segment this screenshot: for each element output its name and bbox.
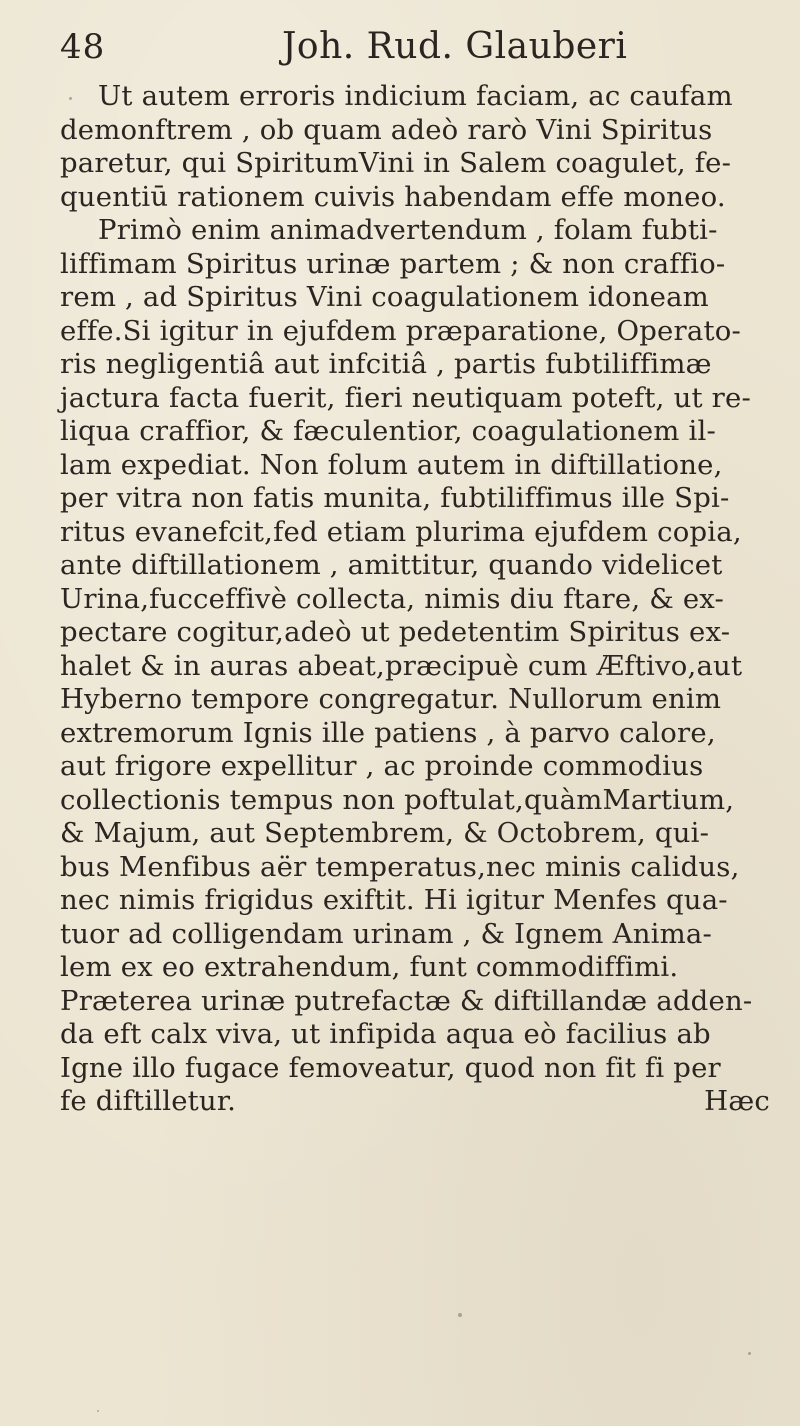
text-line: Hyberno tempore congregatur. Nullorum enim xyxy=(60,683,722,715)
paper-speck xyxy=(97,1410,99,1412)
text-line xyxy=(60,1085,800,1119)
running-head: Joh. Rud. Glauberi xyxy=(282,26,628,67)
text-line: Primò enim animadvertendum , folam fubti- xyxy=(98,214,718,246)
catchword: Hæc xyxy=(704,1085,770,1117)
text-line: da eft calx viva, ut infipida aqua eò facilius ab xyxy=(60,1018,711,1050)
text-line: liffimam Spiritus urinæ partem ; & non craffio- xyxy=(60,247,726,280)
text-line: ante diftillationem , amittitur, quando videlicet xyxy=(60,549,723,581)
text-line: collectionis tempus non poftulat,quàmMartium, xyxy=(60,783,735,816)
text-line: extremorum Ignis ille patiens , à parvo calore, xyxy=(60,716,716,749)
text-line: jactura facta fuerit, fieri neutiquam poteft, ut re- xyxy=(60,381,751,414)
text-line: Urina,fucceffivè collecta, nimis diu ftare, & ex- xyxy=(60,582,725,615)
text-line: pectare cogitur,adeò ut pedetentim Spiritus ex- xyxy=(60,616,731,648)
text-line: bus Menfibus aër temperatus,nec minis calidus, xyxy=(60,850,740,883)
text-line: & Majum, aut Septembrem, & Octobrem, qui- xyxy=(60,817,710,849)
text-line: effe.Si igitur in ejufdem præparatione, Operato- xyxy=(60,314,741,347)
text-line: rem , ad Spiritus Vini coagulationem idoneam xyxy=(60,281,709,313)
text-line: aut frigore expellitur , ac proinde commodius xyxy=(60,750,704,782)
text-line: lem ex eo extrahendum, funt commodiffimi. xyxy=(60,951,679,983)
text-line: Præterea urinæ putrefactæ & diftillandæ adden- xyxy=(60,984,753,1017)
text-line: demonftrem , ob quam adeò rarò Vini Spiritus xyxy=(60,113,713,146)
page-number: 48 xyxy=(60,27,106,67)
text-line: Ut autem erroris indicium faciam, ac caufam xyxy=(98,80,733,112)
text-line: halet & in auras abeat,præcipuè cum Æftivo,aut xyxy=(60,649,743,682)
text-line: per vitra non fatis munita, fubtiliffimus ille Spi- xyxy=(60,482,730,514)
paper-speck xyxy=(458,1313,462,1317)
paper-speck xyxy=(69,97,72,100)
paper-speck xyxy=(748,1352,751,1355)
text-line: ris negligentiâ aut infcitiâ , partis fubtiliffimæ xyxy=(60,348,712,380)
text-line: ritus evanefcit,fed etiam plurima ejufdem copia, xyxy=(60,515,742,548)
text-line: quentiū rationem cuivis habendam effe moneo. xyxy=(60,180,726,213)
page-header xyxy=(60,22,760,72)
text-line: lam expediat. Non folum autem in diftillatione, xyxy=(60,448,723,481)
final-line-text: fe diftilletur. xyxy=(60,1085,237,1117)
text-line: liqua craffior, & fæculentior, coagulationem il- xyxy=(60,415,716,447)
text-line: tuor ad colligendam urinam , & Ignem Anima- xyxy=(60,917,712,950)
body-text xyxy=(60,80,800,1119)
text-line: nec nimis frigidus exiftit. Hi igitur Menfes qua- xyxy=(60,884,728,916)
text-line: Igne illo fugace femoveatur, quod non fit fi per xyxy=(60,1051,721,1084)
text-line: paretur, qui SpiritumVini in Salem coagulet, fe- xyxy=(60,147,732,179)
